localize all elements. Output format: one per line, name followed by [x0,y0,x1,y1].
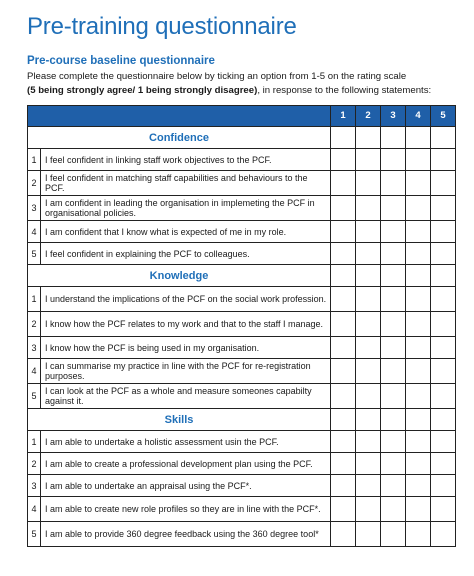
table-row [28,475,456,497]
statement-text: I am confident that I know what is expected of me in my role. [41,221,331,243]
rating-cell[interactable] [381,431,406,453]
row-number: 1 [28,149,41,171]
rating-cell[interactable] [356,359,381,384]
rating-cell[interactable] [431,359,456,384]
row-number: 4 [28,221,41,243]
rating-cell[interactable] [431,312,456,337]
rating-cell[interactable] [381,453,406,475]
rating-cell[interactable] [431,127,456,149]
rating-cell[interactable] [381,475,406,497]
rating-cell[interactable] [356,384,381,409]
rating-cell[interactable] [331,337,356,359]
rating-cell[interactable] [331,196,356,221]
row-number: 5 [28,243,41,265]
row-number: 5 [28,384,41,409]
rating-cell[interactable] [381,497,406,522]
row-number: 3 [28,196,41,221]
rating-cell[interactable] [331,475,356,497]
rating-cell[interactable] [356,149,381,171]
rating-cell[interactable] [331,149,356,171]
rating-cell[interactable] [331,359,356,384]
row-number: 4 [28,359,41,384]
section-title-knowledge: Knowledge [28,265,331,287]
table-row [28,149,456,171]
statement-text: I am able to undertake a holistic assessment usin the PCF. [41,431,331,453]
section-title-confidence: Confidence [28,127,331,149]
row-number: 3 [28,337,41,359]
instructions-rest: , in response to the following statements: [257,85,432,96]
scale-header-1: 1 [331,106,356,127]
row-number: 2 [28,312,41,337]
statement-text: I know how the PCF relates to my work and that to the staff I manage. [41,312,331,337]
rating-cell[interactable] [331,243,356,265]
rating-cell[interactable] [406,243,431,265]
rating-cell[interactable] [431,221,456,243]
rating-cell[interactable] [431,409,456,431]
rating-cell[interactable] [331,384,356,409]
page-title: Pre-training questionnaire [27,13,297,40]
rating-cell[interactable] [356,431,381,453]
statement-text: I know how the PCF is being used in my organisation. [41,337,331,359]
rating-cell[interactable] [356,522,381,547]
instructions-line-1: Please complete the questionnaire below by ticking an option from 1-5 on the rating scale [27,71,407,82]
rating-cell[interactable] [406,431,431,453]
row-number: 1 [28,287,41,312]
rating-cell[interactable] [381,384,406,409]
scale-header-3: 3 [381,106,406,127]
rating-cell[interactable] [356,497,381,522]
rating-cell[interactable] [356,409,381,431]
rating-cell[interactable] [381,409,406,431]
table-row [28,243,456,265]
statement-text: I understand the implications of the PCF on the social work profession. [41,287,331,312]
rating-cell[interactable] [381,312,406,337]
rating-cell[interactable] [356,127,381,149]
table-row [28,196,456,221]
rating-cell[interactable] [431,497,456,522]
table-row [28,522,456,547]
table-row [28,171,456,196]
header-row [28,106,456,127]
scale-header-2: 2 [356,106,381,127]
rating-cell[interactable] [381,337,406,359]
rating-cell[interactable] [406,171,431,196]
row-number: 4 [28,497,41,522]
rating-cell[interactable] [331,497,356,522]
rating-cell[interactable] [431,384,456,409]
rating-cell[interactable] [431,196,456,221]
statement-text: I feel confident in explaining the PCF to colleagues. [41,243,331,265]
rating-cell[interactable] [406,359,431,384]
statement-text: I am able to create new role profiles so they are in line with the PCF*. [41,497,331,522]
statement-text: I can summarise my practice in line with the PCF for re-registration purposes. [41,359,331,384]
rating-cell[interactable] [381,171,406,196]
rating-cell[interactable] [431,453,456,475]
rating-cell[interactable] [356,221,381,243]
rating-cell[interactable] [406,265,431,287]
rating-cell[interactable] [331,431,356,453]
rating-cell[interactable] [406,127,431,149]
table-row [28,453,456,475]
row-number: 5 [28,522,41,547]
rating-cell[interactable] [331,127,356,149]
rating-cell[interactable] [331,265,356,287]
rating-cell[interactable] [406,384,431,409]
statement-text: I am confident in leading the organisation in implemeting the PCF in organisational policies. [41,196,331,221]
rating-cell[interactable] [356,453,381,475]
rating-cell[interactable] [406,149,431,171]
rating-cell[interactable] [331,453,356,475]
rating-cell[interactable] [356,312,381,337]
row-number: 2 [28,171,41,196]
rating-cell[interactable] [406,409,431,431]
rating-cell[interactable] [406,475,431,497]
rating-cell[interactable] [381,287,406,312]
statement-text: I can look at the PCF as a whole and measure someones capabilty against it. [41,384,331,409]
rating-cell[interactable] [331,221,356,243]
rating-cell[interactable] [381,522,406,547]
table-row [28,359,456,384]
questionnaire-table [27,105,456,547]
instructions-scale-note: (5 being strongly agree/ 1 being strongly disagree) [27,85,258,96]
rating-cell[interactable] [431,431,456,453]
table-row [28,312,456,337]
rating-cell[interactable] [406,453,431,475]
rating-cell[interactable] [356,196,381,221]
row-number: 2 [28,453,41,475]
statement-text: I feel confident in matching staff capabilities and behaviours to the PCF. [41,171,331,196]
rating-cell[interactable] [431,475,456,497]
table-row [28,221,456,243]
rating-cell[interactable] [331,522,356,547]
page-subtitle: Pre-course baseline questionnaire [27,55,215,67]
rating-cell[interactable] [331,171,356,196]
rating-cell[interactable] [381,127,406,149]
rating-cell[interactable] [431,171,456,196]
rating-cell[interactable] [331,287,356,312]
instructions-line-2 [27,85,431,96]
rating-cell[interactable] [381,149,406,171]
rating-cell[interactable] [331,409,356,431]
rating-cell[interactable] [356,265,381,287]
rating-cell[interactable] [356,287,381,312]
table-row [28,431,456,453]
rating-cell[interactable] [431,265,456,287]
statement-text: I am able to provide 360 degree feedback using the 360 degree tool* [41,522,331,547]
table-row [28,287,456,312]
table-row [28,337,456,359]
rating-cell[interactable] [381,196,406,221]
rating-cell[interactable] [356,475,381,497]
row-number: 1 [28,431,41,453]
rating-cell[interactable] [406,312,431,337]
rating-cell[interactable] [356,243,381,265]
rating-cell[interactable] [381,265,406,287]
scale-header-4: 4 [406,106,431,127]
rating-cell[interactable] [431,149,456,171]
statement-text: I feel confident in linking staff work objectives to the PCF. [41,149,331,171]
rating-cell[interactable] [406,287,431,312]
rating-cell[interactable] [431,243,456,265]
rating-cell[interactable] [431,337,456,359]
table-row [28,497,456,522]
table-row [28,384,456,409]
rating-cell[interactable] [381,359,406,384]
section-title-skills: Skills [28,409,331,431]
rating-cell[interactable] [356,337,381,359]
rating-cell[interactable] [406,337,431,359]
header-blank-cell [28,106,331,127]
rating-cell[interactable] [431,287,456,312]
rating-cell[interactable] [431,522,456,547]
scale-header-5: 5 [431,106,456,127]
rating-cell[interactable] [331,312,356,337]
rating-cell[interactable] [381,221,406,243]
rating-cell[interactable] [406,497,431,522]
rating-cell[interactable] [406,221,431,243]
statement-text: I am able to undertake an appraisal using the PCF*. [41,475,331,497]
rating-cell[interactable] [381,243,406,265]
statement-text: I am able to create a professional development plan using the PCF. [41,453,331,475]
rating-cell[interactable] [406,196,431,221]
rating-cell[interactable] [356,171,381,196]
row-number: 3 [28,475,41,497]
rating-cell[interactable] [406,522,431,547]
